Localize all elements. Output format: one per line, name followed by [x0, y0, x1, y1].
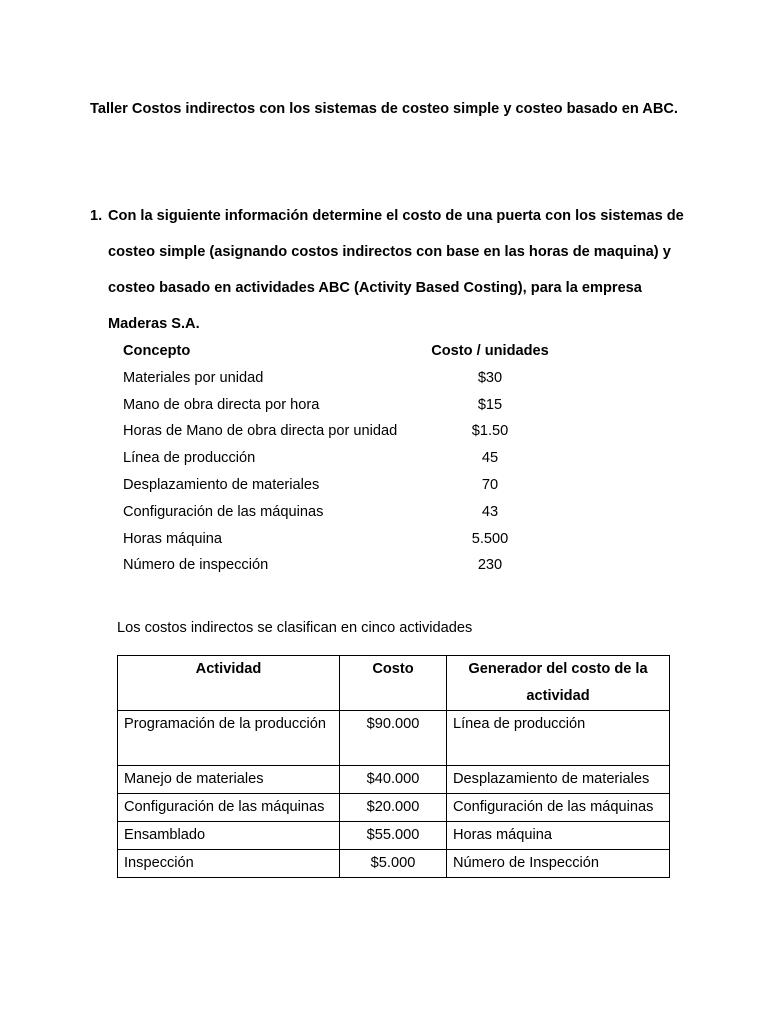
concept-value: $30: [477, 369, 503, 386]
concept-row: [123, 552, 563, 579]
concept-name: Desplazamiento de materiales: [123, 476, 320, 493]
concept-header: Concepto: [123, 343, 191, 359]
cost-driver-cell: Horas máquina: [447, 822, 670, 850]
concept-name: Horas de Mano de obra directa por unidad: [123, 423, 398, 440]
cost-cell: $20.000: [340, 794, 447, 822]
concept-value: 70: [481, 476, 499, 493]
table-row: [118, 766, 670, 794]
cost-driver-header: Generador del costo de la actividad: [447, 656, 670, 711]
cost-cell: $90.000: [340, 711, 447, 766]
concept-name: Horas máquina: [123, 530, 222, 547]
cost-units-header: Costo / unidades: [431, 343, 549, 359]
activity-cell: Ensamblado: [118, 822, 340, 850]
concept-name: Línea de producción: [123, 450, 256, 467]
table-row: [118, 822, 670, 850]
concept-name: Configuración de las máquinas: [123, 503, 324, 520]
cost-driver-cell: Configuración de las máquinas: [447, 794, 670, 822]
activities-table: [117, 655, 670, 878]
cost-cell: $5.000: [340, 850, 447, 878]
cost-driver-cell: Número de Inspección: [447, 850, 670, 878]
concept-row: [123, 499, 563, 526]
concept-row: [123, 392, 563, 419]
activities-intro: Los costos indirectos se clasifican en cinco actividades: [117, 620, 473, 636]
concept-value: 45: [481, 450, 499, 467]
concept-row: [123, 472, 563, 499]
concept-row: [123, 445, 563, 472]
concept-name: Número de inspección: [123, 557, 269, 574]
concept-row: [123, 526, 563, 553]
concept-row: [123, 418, 563, 445]
activity-cell: Programación de la producción: [118, 711, 340, 766]
concept-value: 5.500: [471, 530, 509, 547]
table-row: [118, 850, 670, 878]
concept-row: [123, 365, 563, 392]
concept-value: $1.50: [471, 423, 509, 440]
activity-cell: Manejo de materiales: [118, 766, 340, 794]
concept-value: 230: [477, 557, 503, 574]
question-1: [90, 198, 690, 342]
cost-driver-cell: Línea de producción: [447, 711, 670, 766]
cost-cell: $40.000: [340, 766, 447, 794]
concept-header-row: [123, 338, 563, 365]
concept-value: $15: [477, 396, 503, 413]
table-row: [118, 794, 670, 822]
concept-name: Materiales por unidad: [123, 369, 264, 386]
question-text: Con la siguiente información determine el costo de una puerta con los sistemas de costeo simple (asignando costos indirectos con base en las horas de maquina) y costeo basado en actividades ABC (Activity Based Costing), para la empresa Maderas S.A.: [108, 208, 684, 332]
activity-cell: Inspección: [118, 850, 340, 878]
document-title: Taller Costos indirectos con los sistemas de costeo simple y costeo basado en ABC.: [90, 101, 678, 117]
concept-value: 43: [481, 503, 499, 520]
concept-name: Mano de obra directa por hora: [123, 396, 320, 413]
question-number: 1.: [90, 208, 103, 224]
table-row: [118, 711, 670, 766]
cost-header: Costo: [340, 656, 447, 711]
table-header-row: [118, 656, 670, 711]
cost-driver-cell: Desplazamiento de materiales: [447, 766, 670, 794]
concept-list: [123, 338, 563, 579]
activity-header: Actividad: [118, 656, 340, 711]
activity-cell: Configuración de las máquinas: [118, 794, 340, 822]
cost-cell: $55.000: [340, 822, 447, 850]
